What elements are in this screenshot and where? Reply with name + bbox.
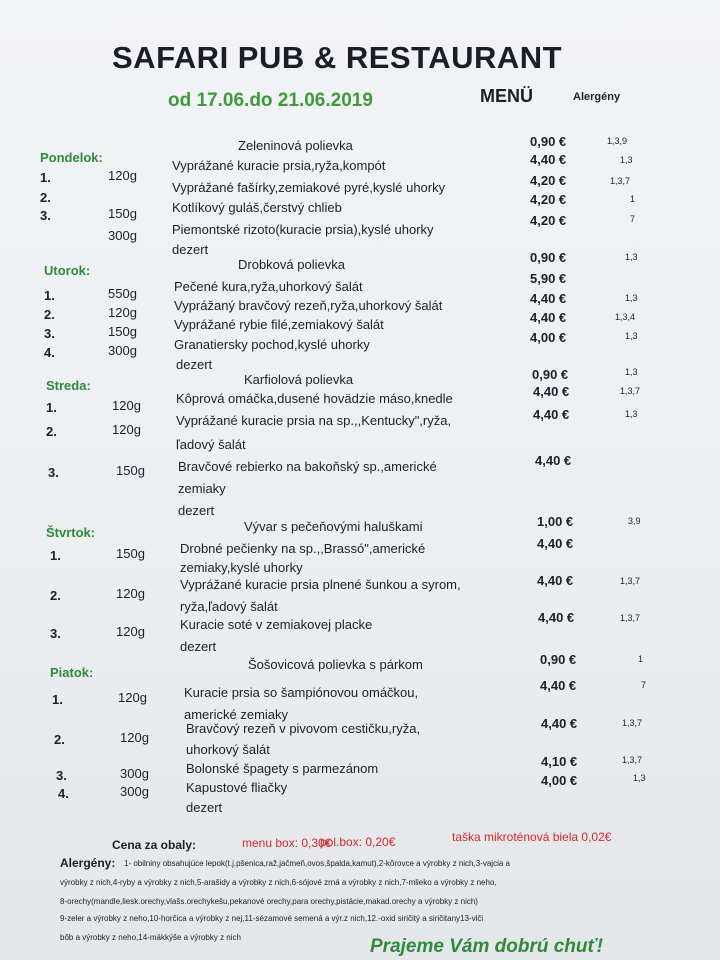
dish-name: Granatiersky pochod,kyslé uhorky: [174, 337, 370, 352]
soup-price: 0,90 €: [530, 134, 567, 149]
allergens-legend-line: 1- obilniny obsahujúce lepok(t.j.pšenica,raž,jačmeň,ovos,špalda,kamut),2-kôrovce a výrobky z nich,3-vajcia a: [124, 859, 510, 868]
item-weight: 120g: [112, 398, 141, 413]
item-weight: 150g: [116, 463, 145, 478]
item-weight: 300g: [108, 343, 137, 358]
dish-name: Vyprážané kuracie prsia plnené šunkou a syrom,: [180, 577, 461, 592]
dish-name: Kapustové fliačky: [186, 780, 288, 795]
packaging-label: Cena za obaly:: [112, 838, 197, 852]
dish-price: 4,00 €: [541, 773, 578, 788]
item-number: 1.: [46, 400, 57, 415]
dish-price: 4,20 €: [530, 173, 567, 188]
item-weight: 120g: [116, 624, 145, 639]
dish-name: Kotlíkový guláš,čerstvý chlieb: [172, 200, 342, 215]
dish-allergens: 1,3: [633, 773, 646, 783]
soup-allergens: 1,3: [625, 252, 638, 262]
dish-allergens: 1,3: [620, 155, 633, 165]
dish-allergens: 7: [641, 680, 647, 690]
dish-name-line2: ľadový šalát: [176, 437, 246, 452]
dish-name-line2: zemiaky,kyslé uhorky: [180, 560, 303, 575]
allergens-legend-line: výrobky z nich,4-ryby a výrobky z nich,5-arašidy a výrobky z nich,6-sójové zrná a výrobky z nich,7-mlieko a výrobky z neho,: [60, 878, 497, 887]
day-label-friday: Piatok:: [50, 665, 94, 680]
day-label-monday: Pondelok:: [40, 150, 103, 165]
soup-name: Šošovicová polievka s párkom: [248, 657, 423, 672]
item-number: 2.: [54, 732, 65, 747]
bag-price: taška mikroténová biela 0,02€: [452, 830, 612, 844]
closing-wish: Prajeme Vám dobrú chuť!: [370, 936, 603, 957]
allergens-legend-line: 8-orechy(mandle,liesk.orechy,vlašs.orechykešu,pekanové orechy,para orechy,pistácie,makad.orechy a výrobky z nich): [60, 897, 478, 906]
dish-allergens: 1,3,7: [610, 176, 631, 186]
soup-name: Karfiolová polievka: [244, 372, 354, 387]
allergens-legend-line: 9-zeler a výrobky z neho,10-horčica a výrobky z nej,11-sézamové semená a výr.z nich,12.-oxid siričitý a siričitany13-vlči: [60, 914, 484, 923]
item-weight: 120g: [118, 690, 147, 705]
menu-box-price: menu box: 0,30€: [242, 836, 332, 850]
dish-price: 4,40 €: [530, 152, 567, 167]
soup-allergens: 1,3: [625, 367, 638, 377]
dish-name: Drobné pečienky na sp.,,Brassó",americké: [180, 541, 426, 556]
dish-name: Vyprážané rybie filé,zemiakový šalát: [174, 317, 384, 332]
item-number: 3.: [40, 208, 51, 223]
item-weight: 300g: [108, 228, 137, 243]
dish-name: Piemontské rizoto(kuracie prsia),kyslé uhorky: [172, 222, 434, 237]
dish-allergens: 1,3,7: [620, 386, 641, 396]
item-number: 2.: [40, 190, 51, 205]
item-number: 3.: [44, 326, 55, 341]
soup-price: 1,00 €: [537, 514, 574, 529]
dish-name-line2: uhorkový šalát: [186, 742, 270, 757]
day-label-tuesday: Utorok:: [44, 263, 91, 278]
dish-allergens: 1,3: [625, 331, 638, 341]
day-label-wednesday: Streda:: [46, 378, 91, 393]
item-number: 2.: [46, 424, 57, 439]
item-weight: 150g: [108, 206, 137, 221]
dish-name: Vyprážané fašírky,zemiakové pyré,kyslé uhorky: [172, 180, 446, 195]
allergens-legend-label: Alergény:: [60, 856, 116, 870]
item-number: 2.: [44, 307, 55, 322]
day-label-thursday: Štvrtok:: [46, 525, 96, 540]
dish-name: Bolonské špagety s parmezánom: [186, 761, 379, 776]
allergens-heading: Alergény: [573, 91, 621, 103]
item-number: 3.: [50, 626, 61, 641]
item-weight: 550g: [108, 286, 137, 301]
dish-price: 4,40 €: [535, 453, 572, 468]
soup-name: Zeleninová polievka: [238, 138, 353, 153]
dish-allergens: 1,3: [625, 409, 638, 419]
soup-allergens: 1,3,9: [607, 136, 628, 146]
dish-price: 4,40 €: [533, 407, 570, 422]
dish-allergens: 1,3,7: [622, 718, 643, 728]
dish-price: 4,40 €: [541, 716, 578, 731]
dish-name: Vyprážaný bravčový rezeň,ryža,uhorkový šalát: [174, 298, 443, 313]
dessert: dezert: [176, 357, 213, 372]
soup-price: 0,90 €: [540, 652, 577, 667]
item-weight: 150g: [116, 546, 145, 561]
item-weight: 120g: [112, 422, 141, 437]
dessert: dezert: [180, 639, 217, 654]
dessert: dezert: [172, 242, 209, 257]
dish-price: 4,00 €: [530, 330, 567, 345]
item-weight: 150g: [108, 324, 137, 339]
pol-box-price: pol.box: 0,20€: [320, 835, 396, 849]
soup-price: 0,90 €: [530, 250, 567, 265]
dish-name: Bravčové rebierko na bakoňský sp.,americké: [178, 459, 437, 474]
item-weight: 120g: [120, 730, 149, 745]
item-number: 2.: [50, 588, 61, 603]
dish-price: 4,40 €: [540, 678, 577, 693]
dish-allergens: 1,3,7: [622, 755, 643, 765]
item-number: 1.: [52, 692, 63, 707]
dish-price: 4,20 €: [530, 213, 567, 228]
soup-name: Vývar s pečeňovými haluškami: [244, 519, 423, 534]
menu-heading: MENÜ: [480, 86, 533, 106]
dish-price: 4,40 €: [538, 610, 575, 625]
dish-price: 5,90 €: [530, 271, 567, 286]
item-number: 1.: [40, 170, 51, 185]
soup-allergens: 3,9: [628, 516, 641, 526]
item-weight: 300g: [120, 766, 149, 781]
dish-price: 4,40 €: [533, 384, 570, 399]
item-number: 3.: [48, 465, 59, 480]
dish-name-line2: ryža,ľadový šalát: [180, 599, 278, 614]
item-number: 4.: [58, 786, 69, 801]
item-weight: 300g: [120, 784, 149, 799]
dish-price: 4,40 €: [530, 291, 567, 306]
dish-name: Vyprážané kuracie prsia,ryža,kompót: [172, 158, 386, 173]
dish-allergens: 1,3,7: [620, 576, 641, 586]
dessert: dezert: [178, 503, 215, 518]
dish-allergens: 7: [630, 214, 636, 224]
dish-allergens: 1,3: [625, 293, 638, 303]
dish-price: 4,40 €: [537, 536, 574, 551]
soup-allergens: 1: [638, 654, 644, 664]
item-number: 4.: [44, 345, 55, 360]
item-weight: 120g: [108, 168, 137, 183]
item-number: 1.: [44, 288, 55, 303]
soup-name: Drobková polievka: [238, 257, 345, 272]
dish-name: Vyprážané kuracie prsia na sp.,,Kentucky",ryža,: [176, 413, 452, 428]
item-weight: 120g: [116, 586, 145, 601]
item-number: 1.: [50, 548, 61, 563]
dish-name: Bravčový rezeň v pivovom cestičku,ryža,: [186, 721, 421, 736]
dessert: dezert: [186, 800, 223, 815]
dish-name-line2: americké zemiaky: [184, 707, 289, 722]
dish-allergens: 1,3,7: [620, 613, 641, 623]
date-range: od 17.06.do 21.06.2019: [168, 90, 373, 111]
dish-name-line2: zemiaky: [178, 481, 226, 496]
restaurant-title: SAFARI PUB & RESTAURANT: [112, 40, 563, 75]
dish-price: 4,20 €: [530, 192, 567, 207]
item-weight: 120g: [108, 305, 137, 320]
dish-name: Kuracie prsia so šampiónovou omáčkou,: [184, 685, 419, 700]
allergens-legend-line: bôb a výrobky z neho,14-mäkkýše a výrobky z nich: [60, 933, 241, 942]
dish-price: 4,10 €: [541, 754, 578, 769]
dish-name: Pečené kura,ryža,uhorkový šalát: [174, 279, 363, 294]
dish-price: 4,40 €: [530, 310, 567, 325]
dish-price: 4,40 €: [537, 573, 574, 588]
item-number: 3.: [56, 768, 67, 783]
dish-name: Kôprová omáčka,dusené hovädzie máso,knedle: [176, 391, 453, 406]
dish-name: Kuracie soté v zemiakovej placke: [180, 617, 373, 632]
soup-price: 0,90 €: [532, 367, 569, 382]
dish-allergens: 1: [630, 194, 636, 204]
dish-allergens: 1,3,4: [615, 312, 636, 322]
